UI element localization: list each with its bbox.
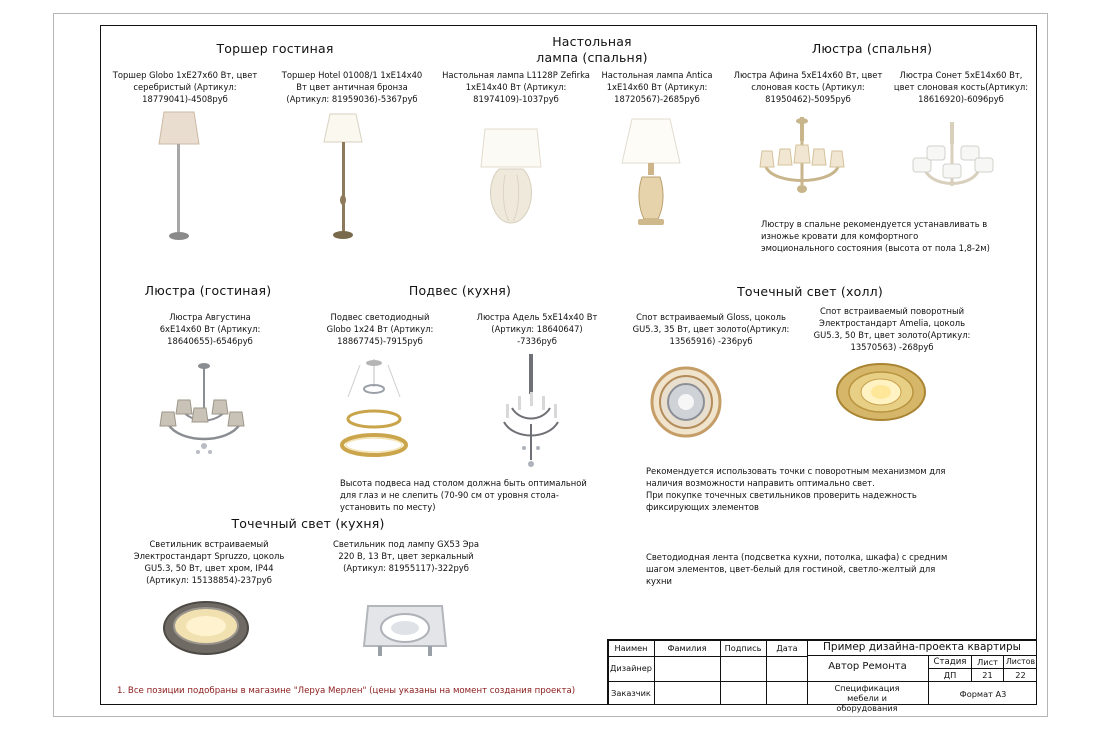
- heading-pendant-kitchen: Подвес (кухня): [408, 283, 512, 298]
- item-spot-gx53: Светильник под лампу GX53 Эра 220 В, 13 Вт, цвет зеркальный (Артикул: 81955117)-322руб: [333, 539, 479, 573]
- floor-lamp-globo-image: [150, 110, 208, 245]
- note-spots-1: Рекомендуется использовать точки с поворотным механизмом для наличия возможности направить оптимально свет.: [646, 466, 946, 488]
- chandelier-sonet-image: [905, 120, 999, 198]
- item-table-antica: Настольная лампа Antica 1хE14х60 Вт (Артикул: 18720567)-2685руб: [601, 70, 713, 104]
- tb-author: Автор Ремонта: [828, 661, 907, 672]
- spot-spruzzo-image: [160, 596, 252, 658]
- heading-floor-lamp: Торшер гостиная: [216, 41, 334, 56]
- tb-sheet-label: Лист: [977, 657, 998, 667]
- spot-gx53-image: [358, 596, 452, 664]
- tb-sheets-value: 22: [1015, 670, 1026, 680]
- spot-amelia-image: [834, 362, 928, 422]
- item-chand-afina: Люстра Афина 5хE14х60 Вт, цвет слоновая кость (Артикул: 81950462)-5095руб: [733, 70, 883, 104]
- tb-sheets-label: Листов: [1005, 657, 1036, 666]
- item-chand-avgustina: Люстра Августина 6хE14х60 Вт (Артикул: 18640655)-6546руб: [159, 312, 261, 346]
- tb-stage-value: ДП: [943, 670, 957, 680]
- item-pend-globo: Подвес светодиодный Globo 1х24 Вт (Артикул: 18867745)-7915руб: [326, 312, 434, 346]
- item-chand-sonet: Люстра Сонет 5хE14х60 Вт, цвет слоновая кость(Артикул: 18616920)-6096руб: [893, 70, 1029, 104]
- item-floor-hotel: Торшер Hotel 01008/1 1хE14х40 Вт цвет античная бронза (Артикул: 81959036)-5367руб: [281, 70, 423, 104]
- item-table-zefirka: Настольная лампа L1128P Zefirka 1хE14х40 Вт (Артикул: 81974109)-1037руб: [442, 70, 590, 104]
- floor-lamp-hotel-image: [318, 110, 370, 245]
- table-lamp-antica-image: [618, 115, 684, 230]
- note-spots-2: При покупке точечных светильников проверить надежность фиксирующих элементов: [646, 490, 917, 512]
- note-pendant: Высота подвеса над столом должна быть оптимальной для глаз и не слепить (70-90 см от уровня стола-установить по месту): [340, 478, 587, 512]
- tb-col-surname: Фамилия: [667, 643, 707, 653]
- item-spot-spruzzo: Светильник встраиваемый Электростандарт Spruzzo, цоколь GU5.3, 50 Вт, цвет хром, IP44 (Артикул: 15138854)-237руб: [133, 539, 285, 585]
- pendant-globo-image: [336, 357, 412, 467]
- tb-col-date: Дата: [776, 643, 798, 653]
- note-led: Светодиодная лента (подсветка кухни, потолка, шкафа) с средним шагом элементов, цвет-белый для гостиной, светло-желтый для кухни: [646, 552, 948, 586]
- tb-stage-label: Стадия: [933, 657, 967, 667]
- tb-format: Формат А3: [959, 689, 1007, 699]
- tb-project-title: Пример дизайна-проекта квартиры: [823, 641, 1021, 653]
- footnote-store: 1. Все позиции подобраны в магазине "Леруа Мерлен" (цены указаны на момент создания проекта): [117, 686, 576, 696]
- table-lamp-zefirka-image: [475, 125, 547, 230]
- item-spot-amelia: Спот встраиваемый поворотный Электростандарт Amelia, цоколь GU5.3, 50 Вт, цвет золото(Артикул: 13570563) -268руб: [813, 306, 971, 352]
- tb-doc-name: Спецификация мебели и оборудования: [834, 683, 900, 713]
- item-spot-gloss: Спот встраиваемый Gloss, цоколь GU5.3, 35 Вт, цвет золото(Артикул: 13565916) -236руб: [632, 312, 790, 346]
- title-block: [607, 639, 1037, 713]
- heading-spot-hall: Точечный свет (холл): [737, 284, 883, 299]
- heading-chandelier-living: Люстра (гостиная): [144, 283, 272, 298]
- heading-spot-kitchen: Точечный свет (кухня): [231, 516, 385, 531]
- heading-table-lamp: Настольная лампа (спальня): [536, 34, 648, 65]
- item-chand-adel: Люстра Адель 5хE14х40 Вт (Артикул: 18640647) -7336руб: [476, 312, 598, 346]
- item-floor-globo: Торшер Globo 1хE27х60 Вт, цвет серебристый (Артикул: 18779041)-4508руб: [112, 70, 258, 104]
- tb-row-designer: Дизайнер: [610, 663, 652, 673]
- tb-col-sign: Подпись: [724, 643, 762, 653]
- chandelier-afina-image: [754, 115, 850, 200]
- chandelier-adel-image: [498, 352, 564, 470]
- heading-chandelier-bedroom: Люстра (спальня): [811, 41, 933, 56]
- spot-gloss-image: [650, 362, 722, 442]
- tb-sheet-value: 21: [982, 670, 993, 680]
- note-bedroom: Люстру в спальне рекомендуется устанавливать в изножье кровати для комфортного эмоционального состояния (высота от пола 1,8-2м): [761, 219, 990, 253]
- chandelier-avgustina-image: [158, 360, 250, 460]
- tb-row-customer: Заказчик: [611, 688, 651, 698]
- tb-col-name: Наимен: [614, 643, 648, 653]
